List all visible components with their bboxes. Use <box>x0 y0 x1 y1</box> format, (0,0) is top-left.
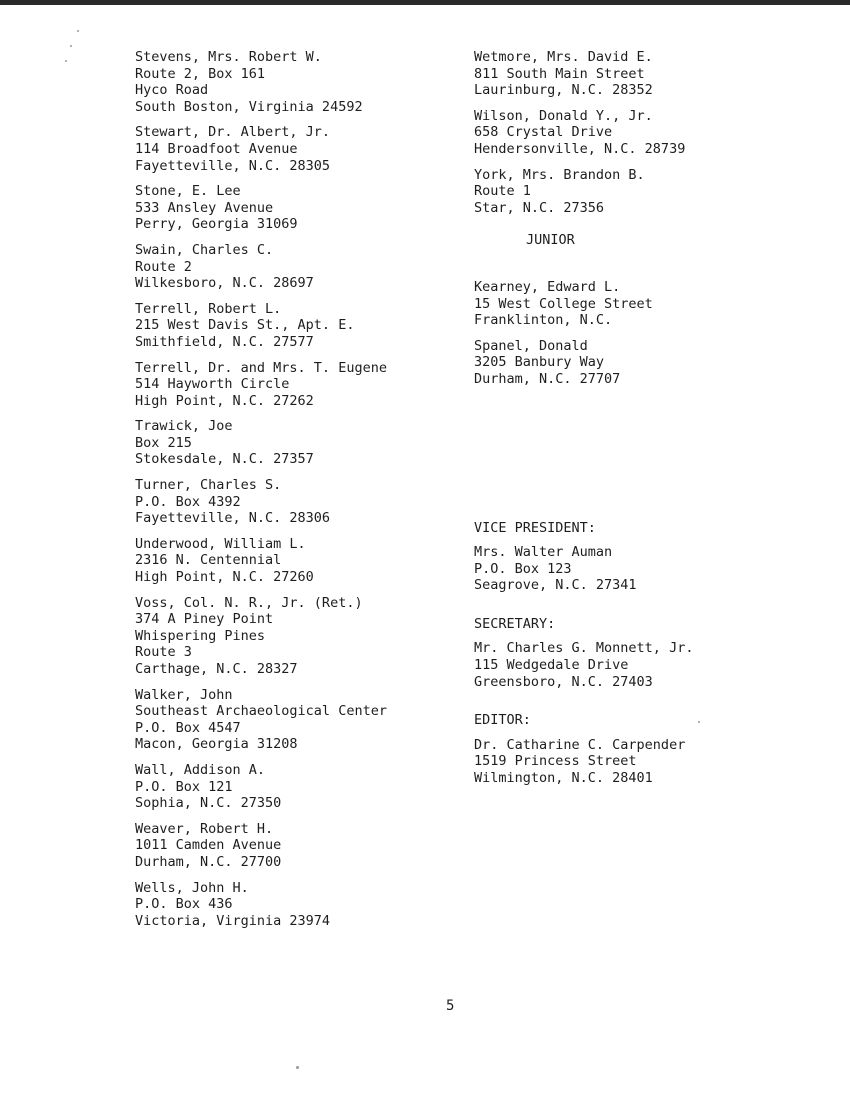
paper-speck <box>70 45 72 47</box>
officer-entry: Mrs. Walter Auman P.O. Box 123 Seagrove, N.C. 27341 <box>474 544 637 594</box>
page-number: 5 <box>446 998 455 1014</box>
directory-entry: Wells, John H. P.O. Box 436 Victoria, Virginia 23974 <box>135 879 331 929</box>
directory-entry: Weaver, Robert H. 1011 Camden Avenue Durham, N.C. 27700 <box>135 820 282 870</box>
left-column <box>135 49 455 938</box>
officer-entry: Dr. Catharine C. Carpender 1519 Princess Street Wilmington, N.C. 28401 <box>474 736 686 787</box>
top-edge-rule <box>0 0 850 5</box>
directory-entry: Terrell, Robert L. 215 West Davis St., Apt. E. Smithfield, N.C. 27577 <box>135 300 355 350</box>
directory-entry: Stone, E. Lee 533 Ansley Avenue Perry, Georgia 31069 <box>135 183 298 233</box>
directory-entry: Walker, John Southeast Archaeological Center P.O. Box 4547 Macon, Georgia 31208 <box>135 686 387 753</box>
directory-entry: Underwood, William L. 2316 N. Centennial High Point, N.C. 27260 <box>135 535 314 586</box>
paper-speck <box>296 1066 299 1069</box>
directory-entry: Wilson, Donald Y., Jr. 658 Crystal Drive Hendersonville, N.C. 28739 <box>474 107 686 157</box>
junior-entry: Kearney, Edward L. 15 West College Street Franklinton, N.C. <box>474 278 653 329</box>
directory-entry: Wetmore, Mrs. David E. 811 South Main Street Laurinburg, N.C. 28352 <box>474 49 653 99</box>
junior-entry: Spanel, Donald 3205 Banbury Way Durham, N.C. 27707 <box>474 337 621 387</box>
paper-speck <box>77 30 79 32</box>
directory-entry: Trawick, Joe Box 215 Stokesdale, N.C. 27357 <box>135 418 314 468</box>
directory-entry: Swain, Charles C. Route 2 Wilkesboro, N.C. 28697 <box>135 241 314 292</box>
junior-heading: JUNIOR <box>526 232 575 249</box>
editor-heading: EDITOR: <box>474 712 531 729</box>
directory-entry: Turner, Charles S. P.O. Box 4392 Fayetteville, N.C. 28306 <box>135 477 331 527</box>
right-column <box>474 49 794 809</box>
secretary-heading: SECRETARY: <box>474 615 556 632</box>
directory-entry: York, Mrs. Brandon B. Route 1 Star, N.C. 27356 <box>474 166 645 216</box>
section-spacer <box>474 397 794 520</box>
directory-entry: Stewart, Dr. Albert, Jr. 114 Broadfoot Avenue Fayetteville, N.C. 28305 <box>135 124 331 174</box>
directory-entry: Voss, Col. N. R., Jr. (Ret.) 374 A Piney Point Whispering Pines Route 3 Carthage, N.C. 28327 <box>135 594 363 677</box>
vice-president-heading: VICE PRESIDENT: <box>474 519 596 536</box>
directory-entry: Terrell, Dr. and Mrs. T. Eugene 514 Hayworth Circle High Point, N.C. 27262 <box>135 359 387 409</box>
directory-entry: Wall, Addison A. P.O. Box 121 Sophia, N.C. 27350 <box>135 761 282 812</box>
directory-entry: Stevens, Mrs. Robert W. Route 2, Box 161 Hyco Road South Boston, Virginia 24592 <box>135 49 363 115</box>
officer-entry: Mr. Charles G. Monnett, Jr. 115 Wedgedale Drive Greensboro, N.C. 27403 <box>474 640 694 690</box>
paper-speck <box>698 721 700 723</box>
paper-speck <box>65 60 67 62</box>
